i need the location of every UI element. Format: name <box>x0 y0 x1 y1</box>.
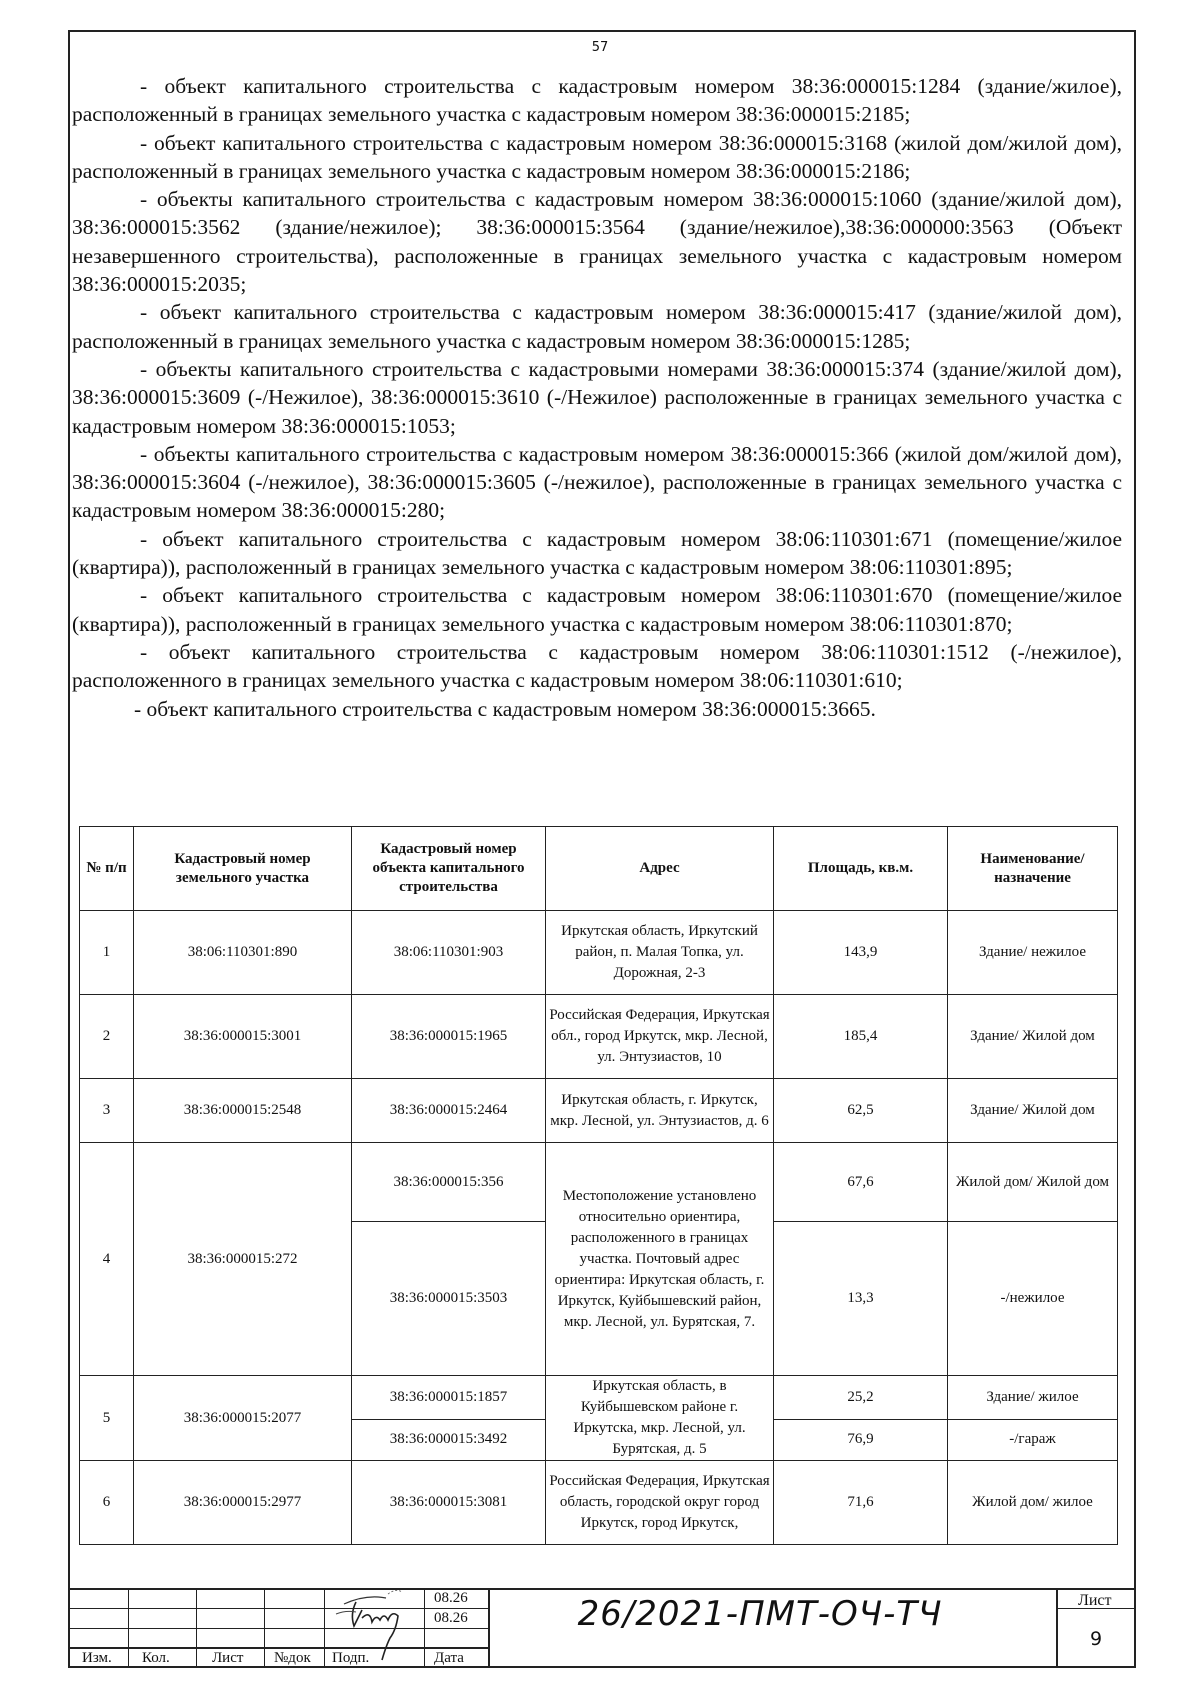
cell-purpose: -/нежилое <box>948 1222 1118 1376</box>
stamp-date-2: 08.26 <box>434 1610 468 1626</box>
cell-plot: 38:06:110301:890 <box>134 911 352 995</box>
paragraph: - объект капитального строительства с кадастровым номером 38:36:000015:417 (здание/жилой дом), расположенный в границах земельного участка с кадастровым номером 38:36:000015:1285; <box>72 300 1122 353</box>
paragraph: - объект капитального строительства с кадастровым номером 38:06:110301:1512 (-/нежилое), расположенного в границах земельного участка с кадастровым номером 38:06:110301:610; <box>72 639 1122 693</box>
cell-address: Российская Федерация, Иркутская обл., город Иркутск, мкр. Лесной, ул. Энтузиастов, 10 <box>546 995 774 1079</box>
paragraph: - объект капитального строительства с кадастровым номером 38:36:000015:3168 (жилой дом/жилой дом), расположенный в границах земельного участка с кадастровым номером 38:36:000015:2186; <box>72 130 1122 183</box>
table-row <box>80 1376 1118 1420</box>
paragraph: - объект капитального строительства с кадастровым номером 38:36:000015:3665. <box>134 696 876 721</box>
cell-purpose: Здание/ Жилой дом <box>948 995 1118 1079</box>
body-text <box>72 72 1122 723</box>
cell-number: 1 <box>80 911 134 995</box>
header-cell: Кадастровый номер объекта капитального строительства <box>352 827 546 911</box>
stamp-data: Дата <box>434 1650 464 1666</box>
cell-area: 185,4 <box>774 995 948 1079</box>
cell-area: 67,6 <box>774 1143 948 1222</box>
stamp-kol: Кол. <box>142 1650 170 1666</box>
header-cell: № п/п <box>80 827 134 911</box>
paragraph: - объекты капитального строительства с кадастровым номером 38:36:000015:1060 (здание/жилой дом), 38:36:000015:3562 (здание/нежилое); 38:36:000015:3564 (здание/нежилое),38:36:000000:3563 (Объект незавершенного строительства), расположенные в границах земельного участка с кадастровым номером 38:36:000015:2035; <box>72 187 1122 297</box>
header-cell: Кадастровый номер земельного участка <box>134 827 352 911</box>
objects-table <box>79 826 1118 1545</box>
paragraph: - объект капитального строительства с кадастровым номером 38:36:000015:1284 (здание/жилое), расположенный в границах земельного участка с кадастровым номером 38:36:000015:2185; <box>72 74 1122 127</box>
cell-object: 38:36:000015:2464 <box>352 1079 546 1143</box>
cell-number: 4 <box>80 1143 134 1376</box>
cell-plot: 38:36:000015:2977 <box>134 1461 352 1545</box>
header-cell: Наименование/ назначение <box>948 827 1118 911</box>
cell-area: 71,6 <box>774 1461 948 1545</box>
table-row <box>80 1461 1118 1545</box>
cell-object: 38:36:000015:3492 <box>352 1419 546 1460</box>
stamp-ndok: №док <box>274 1650 311 1666</box>
cell-object: 38:36:000015:3503 <box>352 1222 546 1376</box>
page-number: 57 <box>591 40 609 55</box>
stamp-izm: Изм. <box>82 1650 112 1666</box>
cell-object: 38:36:000015:1857 <box>352 1376 546 1420</box>
cell-area: 62,5 <box>774 1079 948 1143</box>
cell-address: Иркутская область, в Куйбышевском районе г. Иркутска, мкр. Лесной, ул. Бурятская, д. 5 <box>546 1376 774 1461</box>
table-row <box>80 1143 1118 1222</box>
cell-object: 38:06:110301:903 <box>352 911 546 995</box>
cell-plot: 38:36:000015:2077 <box>134 1376 352 1461</box>
cell-address: Российская Федерация, Иркутская область, городской округ город Иркутск, город Иркутск, <box>546 1461 774 1545</box>
table-header-row <box>80 827 1118 911</box>
stamp-date-1: 08.26 <box>434 1590 468 1606</box>
table-row <box>80 1079 1118 1143</box>
cell-purpose: Жилой дом/ Жилой дом <box>948 1143 1118 1222</box>
sheet-number: 9 <box>1090 1628 1103 1650</box>
table-row <box>80 995 1118 1079</box>
cell-area: 143,9 <box>774 911 948 995</box>
cell-number: 3 <box>80 1079 134 1143</box>
cell-purpose: Здание/ нежилое <box>948 911 1118 995</box>
cell-address: Иркутская область, г. Иркутск, мкр. Лесной, ул. Энтузиастов, д. 6 <box>546 1079 774 1143</box>
cell-address: Местоположение установлено относительно ориентира, расположенного в границах участка. Почтовый адрес ориентира: Иркутская область, г. Иркутск, Куйбышевский район, мкр. Лесной, ул. Бурятская, 7. <box>546 1143 774 1376</box>
cell-purpose: Здание/ Жилой дом <box>948 1079 1118 1143</box>
cell-purpose: Здание/ жилое <box>948 1376 1118 1420</box>
document-code: 26/2021-ПМТ-ОЧ-ТЧ <box>577 1594 943 1634</box>
cell-object: 38:36:000015:1965 <box>352 995 546 1079</box>
cell-purpose: -/гараж <box>948 1419 1118 1460</box>
cell-plot: 38:36:000015:2548 <box>134 1079 352 1143</box>
sheet-label: Лист <box>1078 1592 1112 1609</box>
header-cell: Адрес <box>546 827 774 911</box>
paragraph: - объект капитального строительства с кадастровым номером 38:06:110301:671 (помещение/жилое (квартира)), расположенный в границах земельного участка с кадастровым номером 38:06:110301:895; <box>72 526 1122 580</box>
header-cell: Площадь, кв.м. <box>774 827 948 911</box>
cell-area: 13,3 <box>774 1222 948 1376</box>
paragraph: - объекты капитального строительства с кадастровыми номерами 38:36:000015:374 (здание/жилой дом), 38:36:000015:3609 (-/Нежилое), 38:36:000015:3610 (-/Нежилое) расположенные в границах земельного участка с кадастровым номером 38:36:000015:1053; <box>72 356 1122 438</box>
paragraph: - объекты капитального строительства с кадастровым номером 38:36:000015:366 (жилой дом/жилой дом), 38:36:000015:3604 (-/нежилое), 38:36:000015:3605 (-/нежилое), расположенные в границах земельного участка с кадастровым номером 38:36:000015:280; <box>72 441 1122 523</box>
paragraph: - объект капитального строительства с кадастровым номером 38:06:110301:670 (помещение/жилое (квартира)), расположенный в границах земельного участка с кадастровым номером 38:06:110301:870; <box>72 583 1122 636</box>
cell-address: Иркутская область, Иркутский район, п. Малая Топка, ул. Дорожная, 2-3 <box>546 911 774 995</box>
cell-number: 2 <box>80 995 134 1079</box>
stamp-list: Лист <box>212 1650 244 1666</box>
table-row <box>80 911 1118 995</box>
cell-plot: 38:36:000015:3001 <box>134 995 352 1079</box>
cell-number: 5 <box>80 1376 134 1461</box>
cell-area: 25,2 <box>774 1376 948 1420</box>
stamp-podp: Подп. <box>332 1650 370 1666</box>
cell-area: 76,9 <box>774 1419 948 1460</box>
cell-object: 38:36:000015:356 <box>352 1143 546 1222</box>
cell-purpose: Жилой дом/ жилое <box>948 1461 1118 1545</box>
cell-plot: 38:36:000015:272 <box>134 1143 352 1376</box>
signature-image <box>326 1574 426 1664</box>
cell-object: 38:36:000015:3081 <box>352 1461 546 1545</box>
cell-number: 6 <box>80 1461 134 1545</box>
